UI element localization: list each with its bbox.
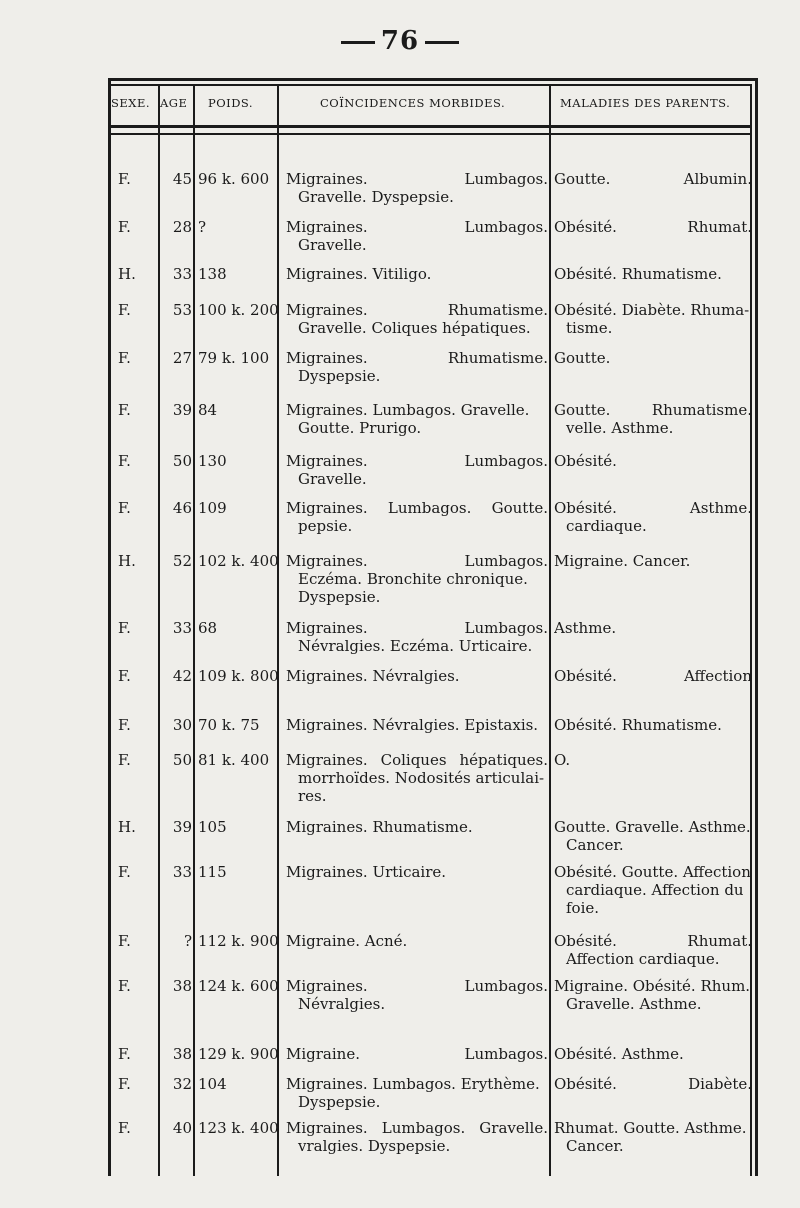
cell-coincidences [286, 1075, 548, 1111]
cell-weight: 105 [198, 818, 227, 836]
cell-age: 39 [172, 401, 192, 419]
cell-age: 50 [172, 751, 192, 769]
coincidence-line: vralgies. Dyspepsie. [298, 1137, 451, 1155]
coincidence-line: Migraines. Rhumatisme. [286, 349, 548, 367]
cell-parents [554, 751, 752, 769]
cell-age: 53 [172, 301, 192, 319]
cell-age: 32 [172, 1075, 192, 1093]
cell-parents [554, 863, 752, 917]
cell-weight: 96 k. 600 [198, 170, 270, 188]
coincidence-line: Dyspepsie. [298, 588, 381, 606]
cell-coincidences [286, 265, 548, 283]
cell-coincidences [286, 499, 548, 535]
coincidence-line: Migraines. Névralgies. [286, 667, 460, 685]
cell-sex: H. [118, 265, 136, 283]
cell-parents [554, 818, 752, 854]
parents-line: Obésité. Rhumatisme. [554, 716, 722, 734]
coincidence-line: Migraines. Lumbagos. [286, 452, 548, 470]
cell-age: ? [183, 932, 192, 950]
cell-coincidences [286, 401, 548, 437]
cell-age: 52 [172, 552, 192, 570]
cell-age: 33 [172, 863, 192, 881]
coincidence-line: Migraines. Lumbagos. [286, 218, 548, 236]
cell-sex: F. [118, 716, 131, 734]
cell-weight: 102 k. 400 [198, 552, 279, 570]
cell-sex: F. [118, 932, 131, 950]
parents-line: Migraine. Cancer. [554, 552, 691, 570]
parents-line: Obésité. Rhumatisme. [554, 265, 722, 283]
cell-parents [554, 1045, 752, 1063]
cell-sex: F. [118, 667, 131, 685]
cell-age: 27 [172, 349, 192, 367]
cell-weight: 68 [198, 619, 218, 637]
coincidence-line: Dyspepsie. [298, 1093, 381, 1111]
cell-age: 45 [172, 170, 192, 188]
cell-sex: F. [118, 499, 131, 517]
cell-age: 42 [172, 667, 192, 685]
cell-age: 38 [172, 1045, 192, 1063]
header-sex: SEXE. [111, 96, 151, 110]
parents-line: Obésité. Rhumat. [554, 932, 752, 950]
cell-coincidences [286, 1119, 548, 1155]
cell-parents [554, 349, 752, 367]
cell-coincidences [286, 301, 548, 337]
coincidence-line: Migraines. Névralgies. Epistaxis. [286, 716, 539, 734]
coincidence-line: Migraines. Lumbagos. [286, 552, 548, 570]
parents-line: Gravelle. Asthme. [566, 995, 702, 1013]
cell-coincidences [286, 863, 548, 881]
parents-line: Obésité. Diabète. [554, 1075, 752, 1093]
parents-line: Obésité. [554, 452, 617, 470]
cell-coincidences [286, 818, 548, 836]
cell-parents [554, 619, 752, 637]
cell-age: 46 [172, 499, 192, 517]
cell-coincidences [286, 619, 548, 655]
parents-line: cardiaque. Affection du [566, 881, 744, 899]
cell-parents [554, 499, 752, 535]
cell-coincidences [286, 977, 548, 1013]
parents-line: O. [554, 751, 571, 769]
coincidence-line: Migraines. Rhumatisme. [286, 301, 548, 319]
cell-parents [554, 401, 752, 437]
parents-line: Obésité. Affection [554, 667, 752, 685]
coincidence-line: Migraines. Lumbagos. Gravelle. [286, 1119, 548, 1137]
cell-weight: 104 [198, 1075, 227, 1093]
cell-sex: F. [118, 863, 131, 881]
parents-line: Obésité. Asthme. [554, 1045, 684, 1063]
cell-parents [554, 218, 752, 236]
parents-line: Obésité. Diabète. Rhuma- [554, 301, 750, 319]
parents-line: cardiaque. [566, 517, 647, 535]
coincidence-line: Migraines. Lumbagos. Gravelle. [286, 401, 530, 419]
parents-line: tisme. [566, 319, 613, 337]
cell-age: 38 [172, 977, 192, 995]
header-age: AGE [160, 96, 188, 110]
cell-parents [554, 452, 752, 470]
coincidence-line: Migraines. Lumbagos. Erythème. [286, 1075, 540, 1093]
coincidence-line: Migraine. Lumbagos. [286, 1045, 548, 1063]
cell-parents [554, 977, 752, 1013]
cell-weight: 130 [198, 452, 227, 470]
coincidence-line: Névralgies. [298, 995, 386, 1013]
cell-parents [554, 667, 752, 685]
cell-sex: H. [118, 818, 136, 836]
coincidence-line: Migraines. Urticaire. [286, 863, 447, 881]
coincidence-line: Migraine. Acné. [286, 932, 408, 950]
parents-line: Cancer. [566, 1137, 624, 1155]
parents-line: Obésité. Goutte. Affection [554, 863, 751, 881]
cell-age: 50 [172, 452, 192, 470]
parents-line: Affection cardiaque. [566, 950, 720, 968]
cell-age: 33 [172, 619, 192, 637]
cell-parents [554, 265, 752, 283]
cell-sex: F. [118, 1075, 131, 1093]
cell-sex: F. [118, 977, 131, 995]
cell-coincidences [286, 218, 548, 254]
cell-sex: F. [118, 1119, 131, 1137]
cell-weight: 70 k. 75 [198, 716, 260, 734]
parents-line: Asthme. [554, 619, 617, 637]
cell-sex: F. [118, 619, 131, 637]
coincidence-line: Gravelle. [298, 236, 367, 254]
cell-coincidences [286, 667, 548, 685]
parents-line: foie. [566, 899, 600, 917]
parents-line: velle. Asthme. [566, 419, 674, 437]
cell-weight: 138 [198, 265, 227, 283]
cell-weight: 112 k. 900 [198, 932, 279, 950]
cell-coincidences [286, 932, 548, 950]
cell-parents [554, 716, 752, 734]
cell-age: 30 [172, 716, 192, 734]
cell-sex: F. [118, 452, 131, 470]
coincidence-line: Gravelle. [298, 470, 367, 488]
cell-parents [554, 301, 752, 337]
cell-weight: 123 k. 400 [198, 1119, 279, 1137]
cell-weight: 81 k. 400 [198, 751, 270, 769]
coincidence-line: Migraines. Lumbagos. [286, 619, 548, 637]
coincidence-line: Migraines. Vitiligo. [286, 265, 432, 283]
parents-line: Goutte. Gravelle. Asthme. [554, 818, 751, 836]
cell-weight: 115 [198, 863, 227, 881]
coincidence-line: Gravelle. Dyspepsie. [298, 188, 454, 206]
coincidence-line: Migraines. Rhumatisme. [286, 818, 473, 836]
coincidence-line: Eczéma. Bronchite chronique. [298, 570, 528, 588]
cell-age: 40 [172, 1119, 192, 1137]
cell-coincidences [286, 1045, 548, 1063]
cell-parents [554, 1075, 752, 1093]
coincidence-line: Goutte. Prurigo. [298, 419, 422, 437]
coincidence-line: Migraines. Lumbagos. [286, 977, 548, 995]
parents-line: Obésité. Asthme. [554, 499, 752, 517]
parents-line: Goutte. Albumin. [554, 170, 752, 188]
cell-parents [554, 1119, 752, 1155]
cell-sex: F. [118, 218, 131, 236]
cell-coincidences [286, 349, 548, 385]
header-parents: MALADIES DES PARENTS. [560, 96, 731, 110]
cell-sex: F. [118, 301, 131, 319]
cell-parents [554, 552, 752, 570]
coincidence-line: Migraines. Lumbagos. [286, 170, 548, 188]
coincidence-line: Névralgies. Eczéma. Urticaire. [298, 637, 533, 655]
parents-line: Obésité. Rhumat. [554, 218, 752, 236]
cell-coincidences [286, 452, 548, 488]
page-number-text: 76 [380, 26, 420, 56]
cell-sex: F. [118, 349, 131, 367]
cell-sex: F. [118, 751, 131, 769]
cell-age: 39 [172, 818, 192, 836]
cell-weight: 100 k. 200 [198, 301, 279, 319]
parents-line: Goutte. [554, 349, 611, 367]
parents-line: Rhumat. Goutte. Asthme. [554, 1119, 747, 1137]
cell-weight: 109 k. 800 [198, 667, 279, 685]
coincidence-line: Dyspepsie. [298, 367, 381, 385]
cell-coincidences [286, 552, 548, 606]
cell-weight: 124 k. 600 [198, 977, 279, 995]
parents-line: Migraine. Obésité. Rhum. [554, 977, 751, 995]
coincidence-line: Migraines. Coliques hépatiques. [286, 751, 548, 769]
cell-sex: F. [118, 401, 131, 419]
cell-weight: 109 [198, 499, 227, 517]
coincidence-line: Migraines. Lumbagos. Goutte. [286, 499, 548, 517]
cell-coincidences [286, 170, 548, 206]
cell-weight: 129 k. 900 [198, 1045, 279, 1063]
coincidence-line: Gravelle. Coliques hépatiques. [298, 319, 531, 337]
cell-parents [554, 932, 752, 968]
cell-sex: F. [118, 1045, 131, 1063]
parents-line: Cancer. [566, 836, 624, 854]
header-coincidences: COÏNCIDENCES MORBIDES. [320, 96, 506, 110]
cell-age: 33 [172, 265, 192, 283]
parents-line: Goutte. Rhumatisme. [554, 401, 752, 419]
header-weight: POIDS. [208, 96, 254, 110]
cell-weight: 79 k. 100 [198, 349, 270, 367]
cell-sex: F. [118, 170, 131, 188]
cell-weight: 84 [198, 401, 218, 419]
coincidence-line: res. [298, 787, 327, 805]
coincidence-line: morrhoïdes. Nodosités articulai- [298, 769, 545, 787]
cell-parents [554, 170, 752, 188]
cell-coincidences [286, 716, 548, 734]
coincidence-line: pepsie. [298, 517, 353, 535]
cell-sex: H. [118, 552, 136, 570]
cell-weight: ? [198, 218, 207, 236]
cell-age: 28 [172, 218, 192, 236]
cell-coincidences [286, 751, 548, 805]
